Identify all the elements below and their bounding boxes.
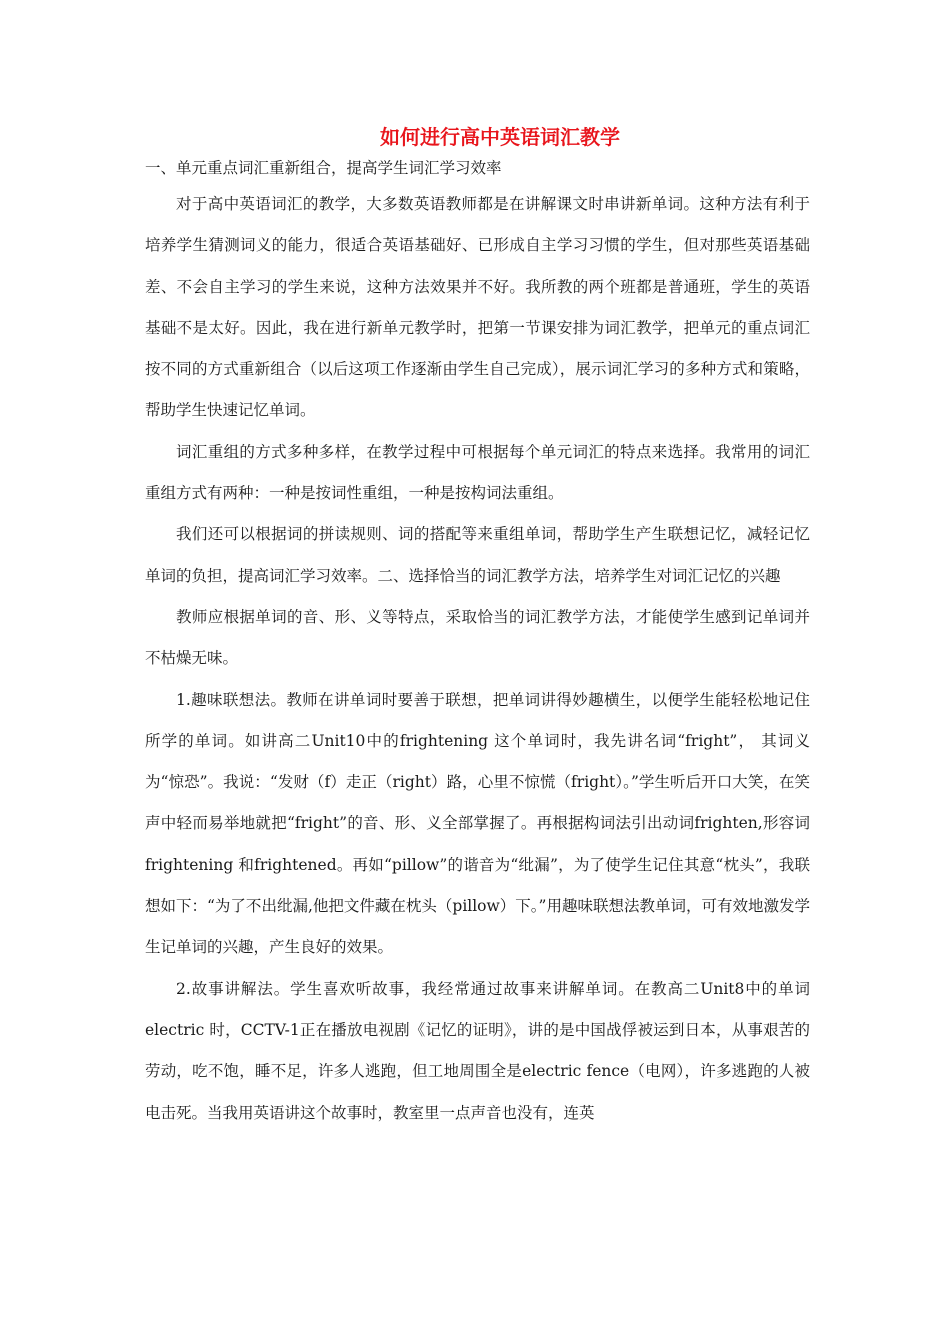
paragraph: 1.趣味联想法。教师在讲单词时要善于联想，把单词讲得妙趣横生，以便学生能轻松地记住所学的单词。如讲高二Unit10中的frightening 这个单词时，我先讲名词“fright”， 其词义为“惊恐”。我说：“发财（f）走正（right）路，心里不惊慌（fright）。”学生听后开口大笑，在笑声中轻而易举地就把“fright”的音、形、义全部掌握了。再根据构词法引出动词frighten,形容词frightening 和frightened。再如“pillow”的谐音为“纰漏”，为了使学生记住其意“枕头”，我联想如下：“为了不出纰漏,他把文件藏在枕头（pillow）下。”用趣味联想法教单词，可有效地激发学生记单词的兴趣，产生良好的效果。 xyxy=(145,690,810,957)
paragraph: 我们还可以根据词的拼读规则、词的搭配等来重组单词，帮助学生产生联想记忆，减轻记忆单词的负担，提高词汇学习效率。二、选择恰当的词汇教学方法，培养学生对词汇记忆的兴趣 xyxy=(145,525,810,585)
document-title: 如何进行高中英语词汇教学 xyxy=(380,125,620,149)
paragraph: 词汇重组的方式多种多样，在教学过程中可根据每个单元词汇的特点来选择。我常用的词汇重组方式有两种：一种是按词性重组，一种是按构词法重组。 xyxy=(145,442,810,503)
document-body xyxy=(145,120,810,1134)
section-heading: 一、单元重点词汇重新组合，提高学生词汇学习效率 xyxy=(145,159,502,177)
paragraph: 2.故事讲解法。学生喜欢听故事，我经常通过故事来讲解单词。在教高二Unit8中的单词electric 时，CCTV-1正在播放电视剧《记忆的证明》，讲的是中国战俘被运到日本，从事艰苦的劳动，吃不饱，睡不足，许多人逃跑，但工地周围全是electric fence（电网），许多逃跑的人被电击死。当我用英语讲这个故事时，教室里一点声音也没有，连英 xyxy=(145,979,810,1122)
paragraph: 教师应根据单词的音、形、义等特点，采取恰当的词汇教学方法，才能使学生感到记单词并不枯燥无味。 xyxy=(145,607,810,668)
paragraph: 对于高中英语词汇的教学，大多数英语教师都是在讲解课文时串讲新单词。这种方法有利于培养学生猜测词义的能力，很适合英语基础好、已形成自主学习习惯的学生，但对那些英语基础差、不会自主学习的学生来说，这种方法效果并不好。我所教的两个班都是普通班，学生的英语基础不是太好。因此，我在进行新单元教学时，把第一节课安排为词汇教学，把单元的重点词汇按不同的方式重新组合（以后这项工作逐渐由学生自己完成），展示词汇学习的多种方式和策略，帮助学生快速记忆单词。 xyxy=(145,195,810,420)
